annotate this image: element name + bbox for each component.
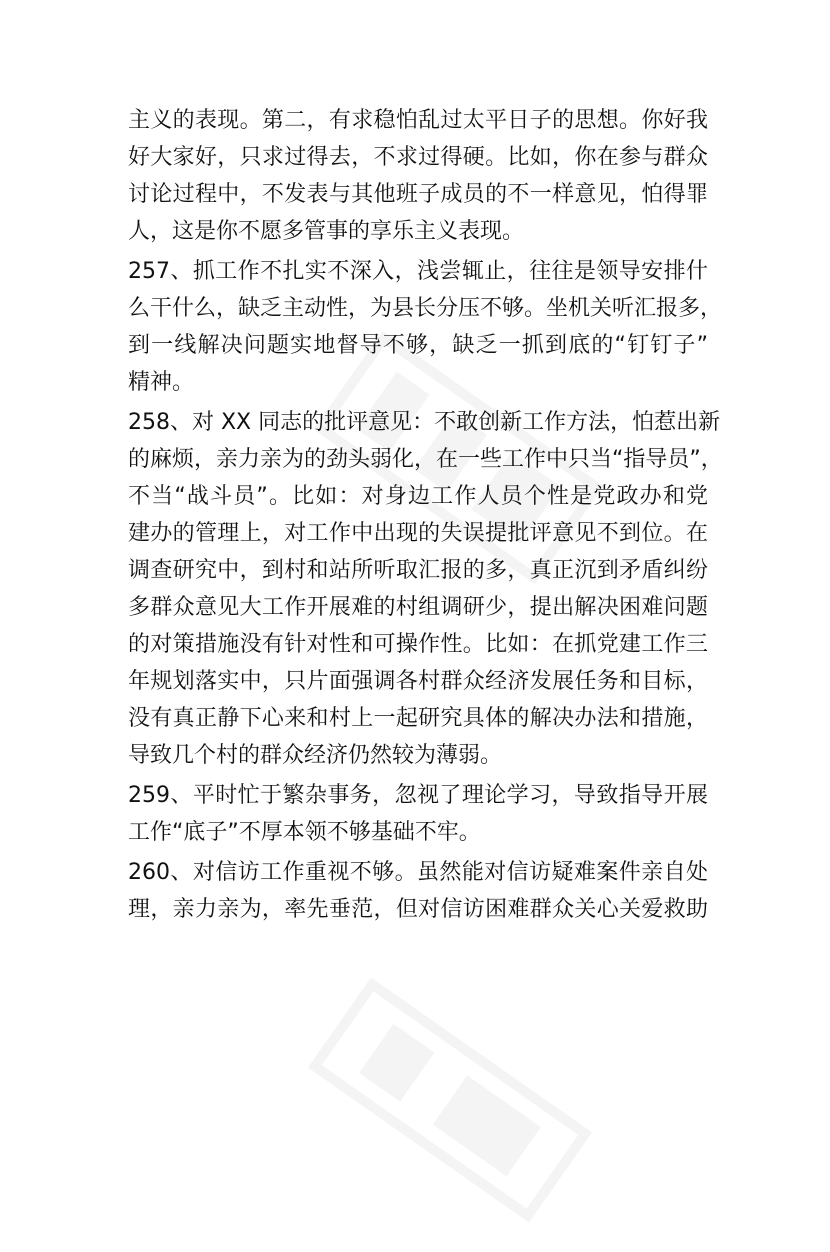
text-line: 导致几个村的群众经济仍然较为薄弱。 (128, 743, 503, 768)
text-line: 工作“底子”不厚本领不够基础不牢。 (128, 820, 481, 845)
text-line: 讨论过程中，不发表与其他班子成员的不一样意见，怕得罪 (128, 182, 708, 207)
text-line: 不当“战斗员”。比如：对身边工作人员个性是党政办和党 (128, 484, 708, 509)
paragraph-260 (128, 854, 708, 928)
text-line: 没有真正静下心来和村上一起研究具体的解决办法和措施， (128, 706, 708, 731)
text-line: 理，亲力亲为，率先垂范，但对信访困难群众关心关爱救助 (128, 897, 708, 922)
text-line: 257、抓工作不扎实不深入，浅尝辄止，往往是领导安排什 (128, 259, 708, 284)
paragraph-258 (128, 404, 723, 774)
text-line: 人，这是你不愿多管事的享乐主义表现。 (128, 219, 525, 244)
paragraph-257 (128, 253, 723, 401)
text-line: 259、平时忙于繁杂事务，忽视了理论学习，导致指导开展 (128, 783, 708, 808)
paragraph-continuation (128, 102, 708, 250)
text-line: 到一线解决问题实地督导不够，缺乏一抓到底的“钉钉子” (128, 333, 708, 358)
text-line: 主义的表现。第二，有求稳怕乱过太平日子的思想。你好我 (128, 108, 708, 133)
text-line: 好大家好，只求过得去，不求过得硬。比如，你在参与群众 (128, 145, 708, 170)
paragraph-259 (128, 777, 708, 851)
text-line: 年规划落实中，只片面强调各村群众经济发展任务和目标， (128, 669, 708, 694)
text-line: 的麻烦，亲力亲为的劲头弱化，在一些工作中只当“指导员”， (128, 447, 723, 472)
watermark-stamp-icon (281, 948, 619, 1251)
text-line: 建办的管理上，对工作中出现的失误提批评意见不到位。在 (128, 521, 708, 546)
text-line: 调查研究中，到村和站所听取汇报的多，真正沉到矛盾纠纷 (128, 558, 708, 583)
text-line: 多群众意见大工作开展难的村组调研少，提出解决困难问题 (128, 595, 708, 620)
text-line: 258、对 XX 同志的批评意见：不敢创新工作方法，怕惹出新 (128, 410, 721, 435)
document-body (128, 102, 723, 928)
text-line: 的对策措施没有针对性和可操作性。比如：在抓党建工作三 (128, 632, 708, 657)
text-line: 260、对信访工作重视不够。虽然能对信访疑难案件亲自处 (128, 860, 708, 885)
text-line: 精神。 (128, 370, 195, 395)
text-line: 么干什么，缺乏主动性，为县长分压不够。坐机关听汇报多， (128, 296, 723, 321)
